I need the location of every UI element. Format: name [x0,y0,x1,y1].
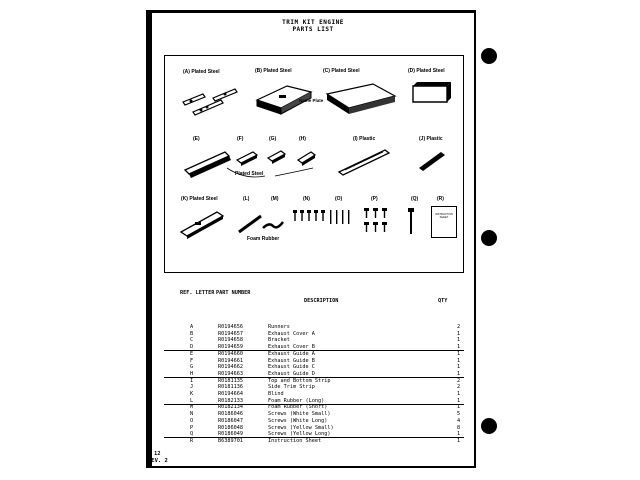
ref-cell: P [190,424,194,431]
label-b: (B) Plated Steel [255,68,292,74]
qty-cell: 2 [457,384,461,391]
ref-cell: Q [190,431,194,438]
description-cell: Top and Bottom Strip [268,377,331,384]
label-j: (J) Plastic [419,136,443,142]
exhaust-guide-c-part [265,144,289,168]
description-cell: Exhaust Guide C [268,364,315,371]
top-bottom-strip-part [335,144,395,178]
part-number-cell: R0194657 [218,330,243,337]
label-m: (M) [271,196,279,202]
part-number-cell: R0181136 [218,384,243,391]
table-row [164,411,464,417]
ref-cell: B [190,330,194,337]
qty-cell: 1 [457,357,461,364]
qty-cell: 1 [457,337,461,344]
label-e: (E) [193,136,200,142]
part-number-cell: R0186046 [218,411,243,418]
table-row [164,324,464,330]
qty-cell: 1 [457,391,461,397]
header-line-1: TRIM KIT ENGINE [282,19,344,26]
description-cell: Exhaust Cover A [268,330,315,337]
description-cell: Blind [268,391,284,397]
label-r: (R) [437,196,444,202]
ref-cell: E [190,350,194,357]
binder-hole-top [481,48,497,64]
parts-diagram [164,55,464,273]
screws-white-long-part [327,208,357,228]
description-cell: Exhaust Guide A [268,350,315,357]
table-row [164,391,464,397]
header-line-2: PARTS LIST [292,26,334,33]
binder-hole-middle [481,230,497,246]
ref-cell: K [190,391,194,397]
name-plate-label: Name Plate [299,98,324,103]
part-number-cell: R0194661 [218,357,243,364]
qty-cell: 5 [457,411,461,418]
ref-cell: H [190,370,194,377]
qty-cell: 4 [457,417,461,424]
blind-part [177,204,229,240]
label-o: (O) [335,196,343,202]
table-row [164,337,464,343]
ref-cell: C [190,337,194,344]
exhaust-guide-b-part [233,144,261,168]
description-cell: Screws (White Long) [268,417,328,424]
table-row [164,425,464,431]
screw-yellow-long-part [405,206,419,240]
binder-hole-bottom [481,418,497,434]
description-cell: Runners [268,324,290,330]
foam-rubber-label: Foam Rubber [247,236,280,242]
ref-cell: G [190,364,194,371]
col-header-ref: REF. LETTER [180,290,215,296]
bracket-part [323,78,399,120]
label-i: (I) Plastic [353,136,376,142]
ref-cell: D [190,344,194,351]
table-row [164,364,464,370]
table-row [164,351,464,357]
qty-cell: 8 [457,424,461,431]
qty-cell: 1 [457,370,461,377]
label-n: (N) [303,196,310,202]
table-row [164,331,464,337]
plated-steel-label: Plated Steel [235,171,264,177]
qty-cell: 1 [457,397,461,404]
qty-cell: 1 [457,364,461,371]
screws-white-small-part [289,208,331,226]
description-cell: Foam Rubber (Short) [268,404,328,411]
qty-cell: 1 [457,404,461,411]
description-cell: Exhaust Cover B [268,344,315,351]
label-c: (C) Plated Steel [323,68,360,74]
label-d: (D) Plated Steel [408,68,445,74]
ref-cell: O [190,417,194,424]
ref-cell: F [190,357,194,364]
label-l: (L) [243,196,250,202]
description-cell: Exhaust Guide D [268,370,315,377]
exhaust-cover-b-part [409,80,453,110]
ref-cell: L [190,397,194,404]
description-cell: Screws (White Small) [268,411,331,418]
label-p: (P) [371,196,378,202]
description-cell: Instruction Sheet [268,437,322,444]
screws-yellow-small-part [361,206,397,240]
label-f: (F) [237,136,244,142]
parts-list-page [148,13,474,466]
instruction-sheet-part [431,206,457,238]
part-number-cell: R0194663 [218,370,243,377]
qty-cell: 1 [457,431,461,438]
description-cell: Screws (Yellow Long) [268,431,331,438]
runners-part [179,80,241,118]
qty-cell: 1 [457,437,461,444]
qty-cell: 2 [457,377,461,384]
table-row [164,384,464,390]
label-h: (H) [299,136,306,142]
description-cell: Exhaust Guide B [268,357,315,364]
part-number-cell: R0194664 [218,391,243,397]
col-header-part: PART NUMBER [216,290,251,296]
ref-cell: A [190,324,194,330]
col-header-qty: QTY [438,298,448,304]
description-cell: Screws (Yellow Small) [268,424,334,431]
ref-cell: M [190,404,194,411]
label-a: (A) Plated Steel [183,69,220,75]
qty-cell: 1 [457,350,461,357]
qty-cell: 1 [457,330,461,337]
qty-cell: 2 [457,324,461,330]
ref-cell: I [190,377,194,384]
table-row [164,438,464,444]
part-number-cell: R0186049 [218,431,243,438]
description-cell: Side Trim Strip [268,384,315,391]
part-number-cell: R0194656 [218,324,243,330]
part-number-cell: B6389701 [218,437,243,444]
description-cell: Bracket [268,337,290,344]
label-g: (G) [269,136,277,142]
part-number-cell: R0186047 [218,417,243,424]
table-row [164,358,464,364]
side-trim-strip-part [415,144,449,174]
revision-label: REV. 2 [148,458,168,464]
part-number-cell: R0181135 [218,377,243,384]
part-number-cell: R0186048 [218,424,243,431]
part-number-cell: R0182133 [218,397,243,404]
ref-cell: N [190,411,194,418]
part-number-cell: R0194658 [218,337,243,344]
table-row [164,404,464,410]
part-number-cell: R0194659 [218,344,243,351]
description-cell: Foam Rubber (Long) [268,397,325,404]
part-number-cell: R0194660 [218,350,243,357]
part-number-cell: R0194662 [218,364,243,371]
part-number-cell: R0182134 [218,404,243,411]
qty-cell: 1 [457,344,461,351]
ref-cell: R [190,437,194,444]
page-number: 12 [154,451,161,457]
col-header-description: DESCRIPTION [304,298,339,304]
instruction-sheet-text: INSTRUCTION SHEET [435,213,453,219]
label-k: (K) Plated Steel [181,196,218,202]
table-row [164,418,464,424]
label-q: (Q) [411,196,419,202]
ref-cell: J [190,384,194,391]
table-row [164,378,464,384]
